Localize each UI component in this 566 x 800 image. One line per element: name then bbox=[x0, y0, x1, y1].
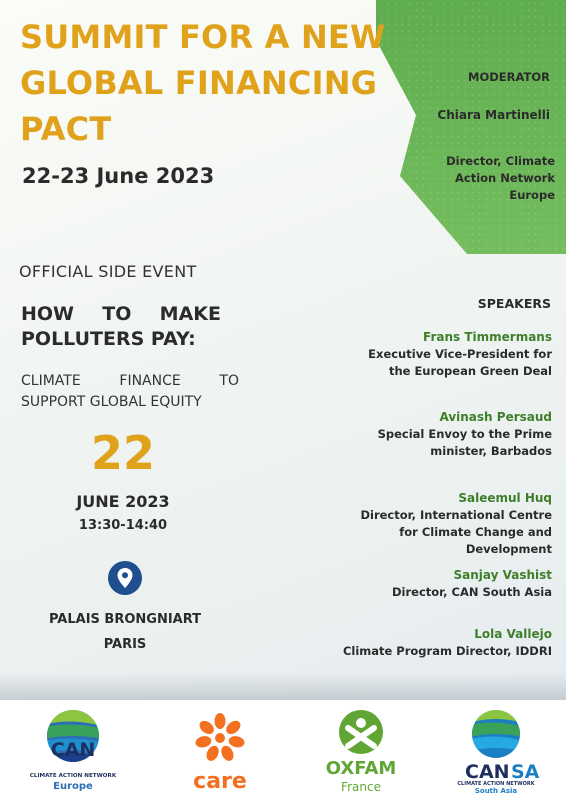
map-pin-icon bbox=[107, 560, 143, 596]
cansa-logo-text-a: CAN bbox=[465, 761, 510, 783]
can-europe-logo-text: CAN bbox=[50, 739, 96, 761]
speakers-label: SPEAKERS bbox=[477, 296, 551, 311]
event-headline: HOW TO MAKE POLLUTERS PAY: bbox=[21, 303, 221, 350]
speaker-role: Director, CAN South Asia bbox=[391, 585, 552, 599]
speaker-item bbox=[292, 567, 552, 601]
oxfam-logo-text: OXFAM bbox=[325, 758, 397, 779]
moderator-label: MODERATOR bbox=[468, 70, 550, 84]
speaker-role: Director, International Centre for Climate Change and Development bbox=[360, 508, 552, 556]
speaker-role: Executive Vice-President for the European Green Deal bbox=[368, 347, 552, 378]
can-europe-logo bbox=[18, 706, 128, 796]
speaker-role: Special Envoy to the Prime minister, Barbados bbox=[377, 427, 552, 458]
event-time: 13:30-14:40 bbox=[78, 518, 168, 533]
speaker-role: Climate Program Director, IDDRI bbox=[342, 644, 552, 658]
summit-dates: 22-23 June 2023 bbox=[22, 164, 215, 188]
oxfam-logo-region: France bbox=[341, 780, 381, 794]
care-logo bbox=[165, 706, 275, 796]
speaker-item bbox=[292, 490, 552, 558]
speaker-item bbox=[292, 409, 552, 460]
oxfam-logo bbox=[306, 706, 416, 796]
moderator-role: Director, Climate Action Network Europe bbox=[446, 154, 555, 202]
event-subheadline: CLIMATE FINANCE TO SUPPORT GLOBAL EQUITY bbox=[21, 373, 239, 410]
can-europe-logo-sub: CLIMATE ACTION NETWORK bbox=[29, 773, 117, 779]
divider-shadow bbox=[0, 672, 566, 700]
moderator-name: Chiara Martinelli bbox=[437, 108, 550, 122]
cansa-logo-region: South Asia bbox=[474, 787, 518, 795]
speaker-name: Saleemul Huq bbox=[458, 491, 552, 505]
speaker-item bbox=[292, 626, 552, 660]
venue-city: PARIS bbox=[103, 637, 147, 652]
cansa-logo-sub: CLIMATE ACTION NETWORK bbox=[457, 781, 535, 787]
can-europe-logo-region: Europe bbox=[53, 781, 93, 792]
side-event-label: OFFICIAL SIDE EVENT bbox=[19, 262, 197, 281]
event-day: 22 bbox=[90, 426, 155, 480]
speaker-name: Lola Vallejo bbox=[474, 627, 552, 641]
venue-name: PALAIS BRONGNIART bbox=[48, 612, 202, 627]
speaker-name: Frans Timmermans bbox=[423, 330, 552, 344]
cansa-logo bbox=[441, 706, 551, 796]
cansa-logo-text-b: SA bbox=[511, 761, 540, 783]
event-month: JUNE 2023 bbox=[76, 492, 170, 511]
speaker-item bbox=[292, 329, 552, 380]
event-title: SUMMIT FOR A NEW GLOBAL FINANCING PACT bbox=[20, 18, 386, 148]
speaker-name: Avinash Persaud bbox=[439, 410, 552, 424]
care-logo-text: care bbox=[193, 769, 247, 794]
speaker-name: Sanjay Vashist bbox=[453, 568, 552, 582]
